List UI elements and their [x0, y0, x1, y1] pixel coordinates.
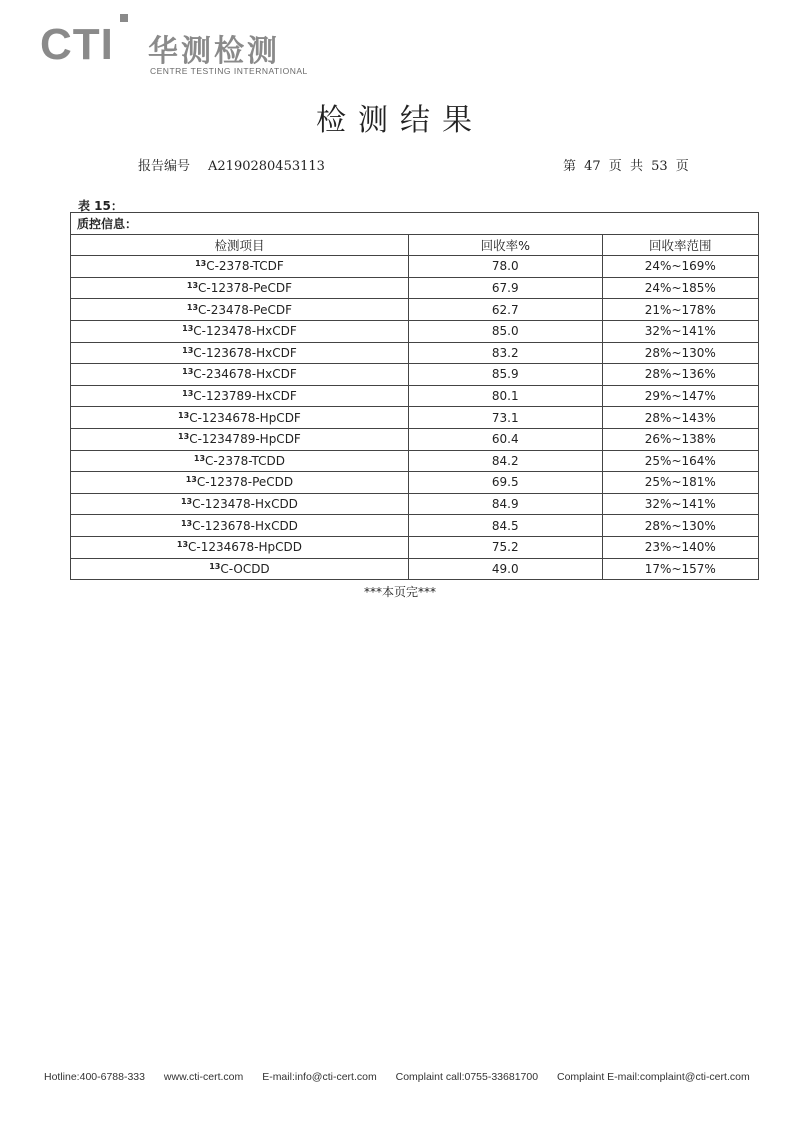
column-header-range: 回收率范围 [602, 234, 758, 256]
item-name: C-2378-TCDF [206, 259, 284, 274]
cell-item [71, 299, 409, 321]
footer [44, 1071, 766, 1083]
footer-complaint-email: Complaint E-mail:complaint@cti-cert.com [556, 1071, 750, 1083]
cell-range: 32%~141% [602, 493, 758, 515]
cell-recovery: 67.9 [408, 277, 602, 299]
cell-range: 26%~138% [602, 428, 758, 450]
cell-item [71, 342, 409, 364]
report-number-label: 报告编号 [138, 159, 191, 174]
table-row [71, 320, 759, 342]
end-of-page-note: ***本页完*** [363, 585, 436, 599]
cell-recovery: 84.5 [408, 515, 602, 537]
cell-item [71, 493, 409, 515]
table-row [71, 385, 759, 407]
page-title: 检测结果 [316, 103, 484, 138]
table-row [71, 536, 759, 558]
cell-range: 24%~185% [602, 277, 758, 299]
logo-english-name: CENTRE TESTING INTERNATIONAL [150, 66, 308, 76]
isotope-superscript: 13 [193, 453, 206, 463]
cell-item [71, 385, 409, 407]
cell-item [71, 407, 409, 429]
cell-item [71, 450, 409, 472]
footer-hotline: Hotline:400-6788-333 [44, 1071, 145, 1083]
logo-mark-text: CTI [40, 20, 114, 69]
isotope-superscript: 13 [182, 324, 194, 334]
cell-recovery: 85.9 [408, 364, 602, 386]
cell-range: 21%~178% [602, 299, 758, 321]
table-row [71, 277, 759, 299]
cell-range: 32%~141% [602, 320, 758, 342]
table-row [71, 515, 759, 537]
logo-dot [120, 14, 128, 22]
table-row [71, 450, 759, 472]
item-name: C-1234789-HpCDF [189, 432, 301, 447]
cell-recovery: 78.0 [408, 256, 602, 278]
cell-item [71, 277, 409, 299]
cell-item [71, 536, 409, 558]
logo-chinese-name: 华测检测 [148, 34, 280, 69]
cell-recovery: 69.5 [408, 472, 602, 494]
isotope-superscript: 13 [182, 367, 194, 377]
cell-item [71, 515, 409, 537]
cell-item [71, 558, 409, 580]
cell-range: 23%~140% [602, 536, 758, 558]
column-header-recovery: 回收率% [408, 234, 602, 256]
table-row [71, 342, 759, 364]
isotope-superscript: 13 [180, 497, 193, 507]
cell-item [71, 256, 409, 278]
isotope-superscript: 13 [186, 302, 199, 312]
cell-item [71, 472, 409, 494]
cell-range: 28%~136% [602, 364, 758, 386]
item-name: C-123678-HxCDF [193, 345, 297, 360]
section-row [71, 213, 759, 235]
isotope-superscript: 13 [186, 281, 199, 291]
cell-range: 25%~164% [602, 450, 758, 472]
cell-recovery: 75.2 [408, 536, 602, 558]
table-row [71, 558, 759, 580]
isotope-superscript: 13 [182, 345, 194, 355]
cell-recovery: 60.4 [408, 428, 602, 450]
table-row [71, 472, 759, 494]
cell-range: 28%~143% [602, 407, 758, 429]
table-row [71, 428, 759, 450]
cell-range: 17%~157% [602, 558, 758, 580]
isotope-superscript: 13 [182, 389, 194, 399]
item-name: C-123478-HxCDD [192, 497, 298, 512]
cell-recovery: 80.1 [408, 385, 602, 407]
cell-range: 25%~181% [602, 472, 758, 494]
item-name: C-2378-TCDD [205, 453, 285, 468]
item-name: C-OCDD [220, 561, 270, 576]
table-row [71, 299, 759, 321]
cell-recovery: 83.2 [408, 342, 602, 364]
section-title: 质控信息： [71, 213, 759, 235]
cell-recovery: 49.0 [408, 558, 602, 580]
cell-recovery: 73.1 [408, 407, 602, 429]
isotope-superscript: 13 [185, 475, 197, 485]
table-row [71, 256, 759, 278]
logo-mark [40, 20, 114, 70]
item-name: C-123478-HxCDF [193, 324, 297, 339]
item-name: C-12378-PeCDF [198, 281, 292, 296]
header-row [71, 234, 759, 256]
isotope-superscript: 13 [178, 410, 190, 420]
cell-item [71, 428, 409, 450]
qc-table [70, 212, 759, 580]
item-name: C-123678-HxCDD [192, 518, 298, 533]
item-name: C-12378-PeCDD [196, 475, 294, 490]
cell-item [71, 364, 409, 386]
item-name: C-1234678-HpCDD [188, 540, 302, 555]
table-row [71, 493, 759, 515]
isotope-superscript: 13 [178, 432, 190, 442]
cell-recovery: 84.2 [408, 450, 602, 472]
company-logo [40, 18, 340, 78]
report-number-value: A2190280453113 [208, 159, 325, 174]
item-name: C-1234678-HpCDF [189, 410, 301, 425]
item-name: C-23478-PeCDF [198, 302, 292, 317]
item-name: C-234678-HxCDF [193, 367, 297, 382]
report-number-line [138, 155, 325, 174]
isotope-superscript: 13 [195, 259, 207, 269]
cell-item [71, 320, 409, 342]
cell-recovery: 85.0 [408, 320, 602, 342]
column-header-item: 检测项目 [71, 234, 409, 256]
cell-recovery: 62.7 [408, 299, 602, 321]
table-row [71, 407, 759, 429]
footer-complaint-call: Complaint call:0755-33681700 [395, 1071, 539, 1083]
isotope-superscript: 13 [209, 561, 221, 571]
cell-range: 28%~130% [602, 342, 758, 364]
table-row [71, 364, 759, 386]
page-info: 第 47 页 共 53 页 [563, 159, 689, 174]
cell-range: 29%~147% [602, 385, 758, 407]
isotope-superscript: 13 [176, 540, 189, 550]
item-name: C-123789-HxCDF [193, 389, 297, 404]
cell-recovery: 84.9 [408, 493, 602, 515]
table-label: 表 15： [78, 199, 123, 213]
isotope-superscript: 13 [180, 518, 193, 528]
footer-email: E-mail:info@cti-cert.com [262, 1071, 377, 1083]
cell-range: 28%~130% [602, 515, 758, 537]
cell-range: 24%~169% [602, 256, 758, 278]
footer-website: www.cti-cert.com [163, 1071, 244, 1083]
